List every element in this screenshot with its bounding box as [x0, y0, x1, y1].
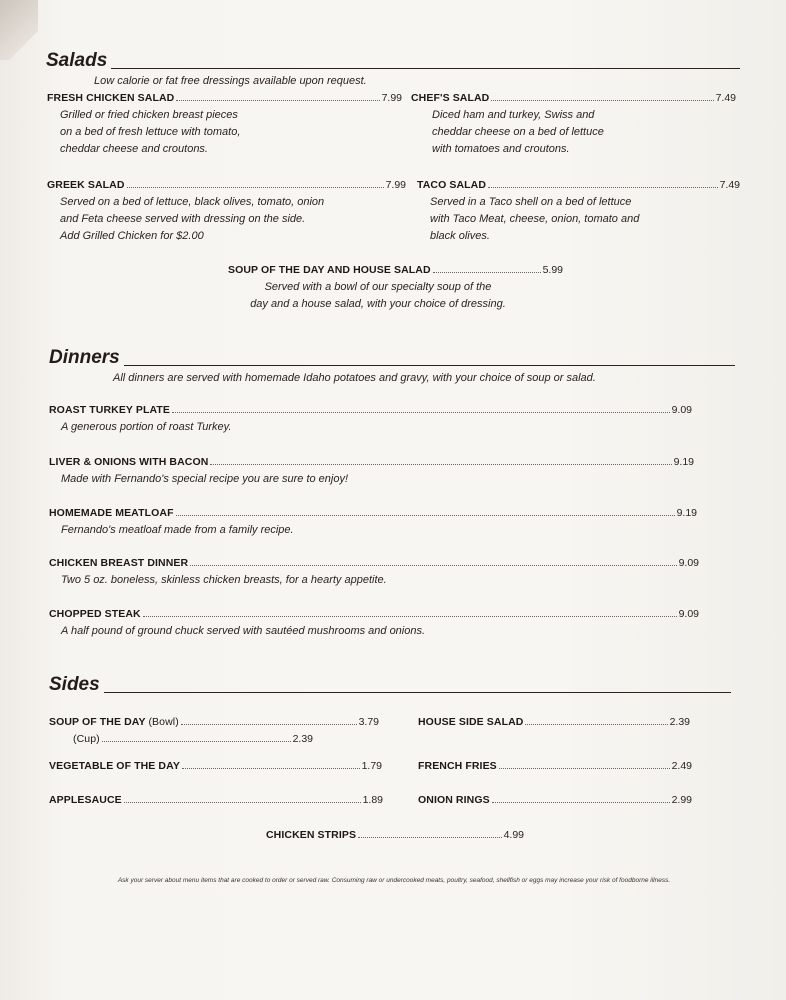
item-name [49, 714, 179, 731]
item-price: 2.49 [671, 760, 692, 772]
item-price: 2.39 [292, 733, 313, 745]
menu-item-applesauce [49, 792, 383, 809]
item-size: (Bowl) [148, 716, 179, 728]
item-price: 9.09 [678, 557, 699, 569]
menu-item-taco-salad [417, 177, 740, 245]
menu-item-chicken-breast-dinner [49, 555, 699, 589]
leader-dots [182, 768, 360, 769]
leader-dots [525, 724, 667, 725]
food-safety-disclaimer: Ask your server about menu items that are cooked to order or served raw. Consuming raw or undercooked meats, poultry, seafood, shellfish or eggs may increase your risk of foodborne illness. [117, 877, 671, 884]
leader-dots [491, 100, 713, 101]
item-name: LIVER & ONIONS WITH BACON [49, 456, 209, 468]
item-price: 2.99 [671, 794, 692, 806]
item-price: 1.79 [361, 760, 382, 772]
section-title-text: Salads [46, 50, 108, 71]
menu-item-french-fries [418, 758, 692, 775]
item-description: Served in a Taco shell on a bed of lettuce with Taco Meat, cheese, onion, tomato and black olives. [430, 196, 640, 242]
menu-item-soup-of-the-day-bowl [49, 714, 379, 731]
item-price: 3.79 [358, 716, 379, 728]
menu-item-roast-turkey-plate [49, 402, 692, 436]
leader-dots [488, 187, 718, 188]
item-name: GREEK SALAD [47, 179, 125, 191]
leader-dots [176, 100, 379, 101]
item-name: CHICKEN STRIPS [266, 829, 357, 841]
item-price: 7.49 [719, 179, 740, 191]
leader-dots [172, 412, 670, 413]
item-price: 7.99 [385, 179, 406, 191]
section-title-salads [46, 50, 740, 72]
item-name: FRESH CHICKEN SALAD [47, 92, 175, 104]
item-price: 9.19 [673, 456, 694, 468]
menu-item-soup-and-house-salad [228, 262, 563, 313]
menu-item-fresh-chicken-salad [47, 90, 402, 158]
item-name: ONION RINGS [418, 794, 490, 806]
leader-dots [210, 464, 671, 465]
item-description: A half pound of ground chuck served with sautéed mushrooms and onions. [61, 625, 426, 637]
item-price: 1.89 [362, 794, 383, 806]
item-name: CHICKEN BREAST DINNER [49, 557, 189, 569]
leader-dots [102, 741, 291, 742]
leader-dots [176, 515, 675, 516]
section-title-dinners [49, 347, 735, 369]
item-name-text: SOUP OF THE DAY [49, 716, 146, 728]
leader-dots [358, 837, 501, 838]
item-description: Made with Fernando's special recipe you are sure to enjoy! [61, 473, 349, 485]
item-price: 9.09 [671, 404, 692, 416]
section-title-text: Dinners [49, 347, 120, 368]
item-name: ROAST TURKEY PLATE [49, 404, 171, 416]
item-description: Fernando's meatloaf made from a family recipe. [61, 524, 294, 536]
section-rule [104, 692, 731, 693]
item-description: A generous portion of roast Turkey. [61, 421, 232, 433]
item-price: 5.99 [542, 264, 563, 276]
salads-note: Low calorie or fat free dressings available upon request. [94, 75, 367, 87]
page-corner-shadow [0, 0, 38, 60]
section-rule [124, 365, 735, 366]
item-name: CHOPPED STEAK [49, 608, 141, 620]
leader-dots [143, 616, 677, 617]
item-name: (Cup) [73, 733, 100, 745]
item-price: 2.39 [669, 716, 690, 728]
item-name: HOMEMADE MEATLOAF [49, 507, 174, 519]
leader-dots [127, 187, 384, 188]
section-title-text: Sides [49, 674, 100, 695]
leader-dots [492, 802, 670, 803]
item-price: 7.99 [381, 92, 402, 104]
item-price: 4.99 [503, 829, 524, 841]
item-name: VEGETABLE OF THE DAY [49, 760, 180, 772]
menu-item-soup-of-the-day-cup [73, 731, 313, 748]
item-price: 9.19 [676, 507, 697, 519]
menu-item-liver-and-onions [49, 454, 694, 488]
leader-dots [181, 724, 357, 725]
item-description: Served on a bed of lettuce, black olives, tomato, onion and Feta cheese served with dressing on the side. Add Grilled Chicken for $2.00 [60, 196, 325, 242]
item-description: Diced ham and turkey, Swiss and cheddar cheese on a bed of lettuce with tomatoes and croutons. [432, 109, 604, 155]
leader-dots [124, 802, 361, 803]
leader-dots [499, 768, 670, 769]
item-description: Served with a bowl of our specialty soup of the day and a house salad, with your choice of dressing. [250, 281, 506, 310]
item-name: SOUP OF THE DAY AND HOUSE SALAD [228, 264, 431, 276]
item-price: 7.49 [715, 92, 736, 104]
menu-item-vegetable-of-the-day [49, 758, 382, 775]
item-name: CHEF'S SALAD [411, 92, 490, 104]
item-description: Grilled or fried chicken breast pieces on a bed of fresh lettuce with tomato, cheddar cheese and croutons. [60, 109, 241, 155]
item-name: FRENCH FRIES [418, 760, 497, 772]
item-name: APPLESAUCE [49, 794, 122, 806]
menu-item-homemade-meatloaf [49, 505, 697, 539]
menu-item-chefs-salad [411, 90, 736, 158]
section-rule [111, 68, 740, 69]
menu-item-greek-salad [47, 177, 406, 245]
menu-item-onion-rings [418, 792, 692, 809]
menu-item-chopped-steak [49, 606, 699, 640]
section-title-sides [49, 674, 731, 696]
item-name: TACO SALAD [417, 179, 487, 191]
item-description: Two 5 oz. boneless, skinless chicken breasts, for a hearty appetite. [61, 574, 387, 586]
item-price: 9.09 [678, 608, 699, 620]
dinners-note: All dinners are served with homemade Idaho potatoes and gravy, with your choice of soup or salad. [113, 372, 596, 384]
menu-item-house-side-salad [418, 714, 690, 731]
leader-dots [433, 272, 541, 273]
item-name: HOUSE SIDE SALAD [418, 716, 524, 728]
menu-item-chicken-strips [266, 827, 524, 844]
leader-dots [190, 565, 676, 566]
